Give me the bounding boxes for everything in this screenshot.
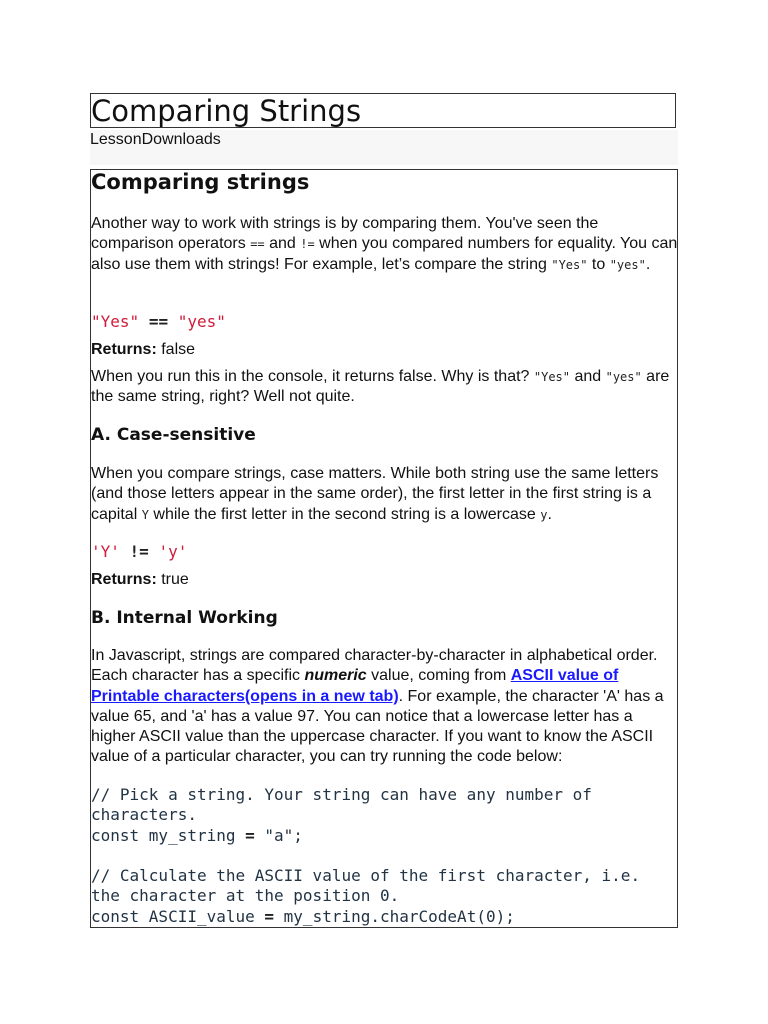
inline-code: != [300, 237, 315, 252]
code-block-ascii: // Pick a string. Your string can have any number of characters. const my_string = "a"; // Calculate the ASCII value of the first character, i.e. the character at the position 0. const ASCII_value = my_string.charCodeAt(0); [91, 785, 641, 926]
section-b-heading: B. Internal Working [91, 608, 278, 628]
returns-false: Returns: false [91, 341, 196, 358]
why-paragraph: When you run this in the console, it returns false. Why is that? "Yes" and "yes" are the same string, right? Well not quite. [91, 368, 670, 406]
ascii-table-link[interactable]: ASCII value of Printable characters(opens in a new tab) [91, 667, 619, 705]
internal-working-paragraph: In Javascript, strings are compared character-by-character in alphabetical order. Each character has a specific numeric value, coming from ASCII value of Printable characters(opens in a new tab). For example, the character 'A' has a value 65, and 'a' has a value 97. You can notice that a lowercase letter has a higher ASCII value than the uppercase character. If you want to know the ASCII value of a particular character, you can try running the code below: [91, 647, 664, 766]
inline-code: "Yes" [551, 257, 588, 272]
inline-code: Y [141, 507, 149, 522]
case-sensitive-paragraph: When you compare strings, case matters. While both string use the same letters (and those letters appear in the same order), the first letter in the first string is a capital Y while the first letter in the second string is a lowercase y. [91, 465, 659, 523]
inline-code: == [250, 237, 265, 252]
lesson-heading: Comparing strings [91, 170, 310, 194]
inline-code: y [540, 507, 548, 522]
inline-code: "Yes" [533, 370, 570, 384]
intro-paragraph: Another way to work with strings is by comparing them. You've seen the comparison operators == and != when you compared numbers for equality. You can also use them with strings! For example, let’s compare the string "Yes" to "yes". [91, 215, 678, 273]
returns-true: Returns: true [91, 571, 189, 588]
inline-code: "yes" [609, 257, 646, 272]
code-block-inequality: 'Y' != 'y' [91, 542, 188, 561]
inline-code: "yes" [605, 370, 642, 384]
lesson-tabs [90, 130, 678, 165]
lesson-content [90, 169, 678, 928]
tab-lesson[interactable]: Lesson [90, 131, 142, 148]
section-a-heading: A. Case-sensitive [91, 425, 256, 445]
page-title: Comparing Strings [90, 93, 676, 128]
tab-downloads[interactable]: Downloads [141, 131, 221, 148]
code-block-equality: "Yes" == "yes" [91, 312, 226, 331]
